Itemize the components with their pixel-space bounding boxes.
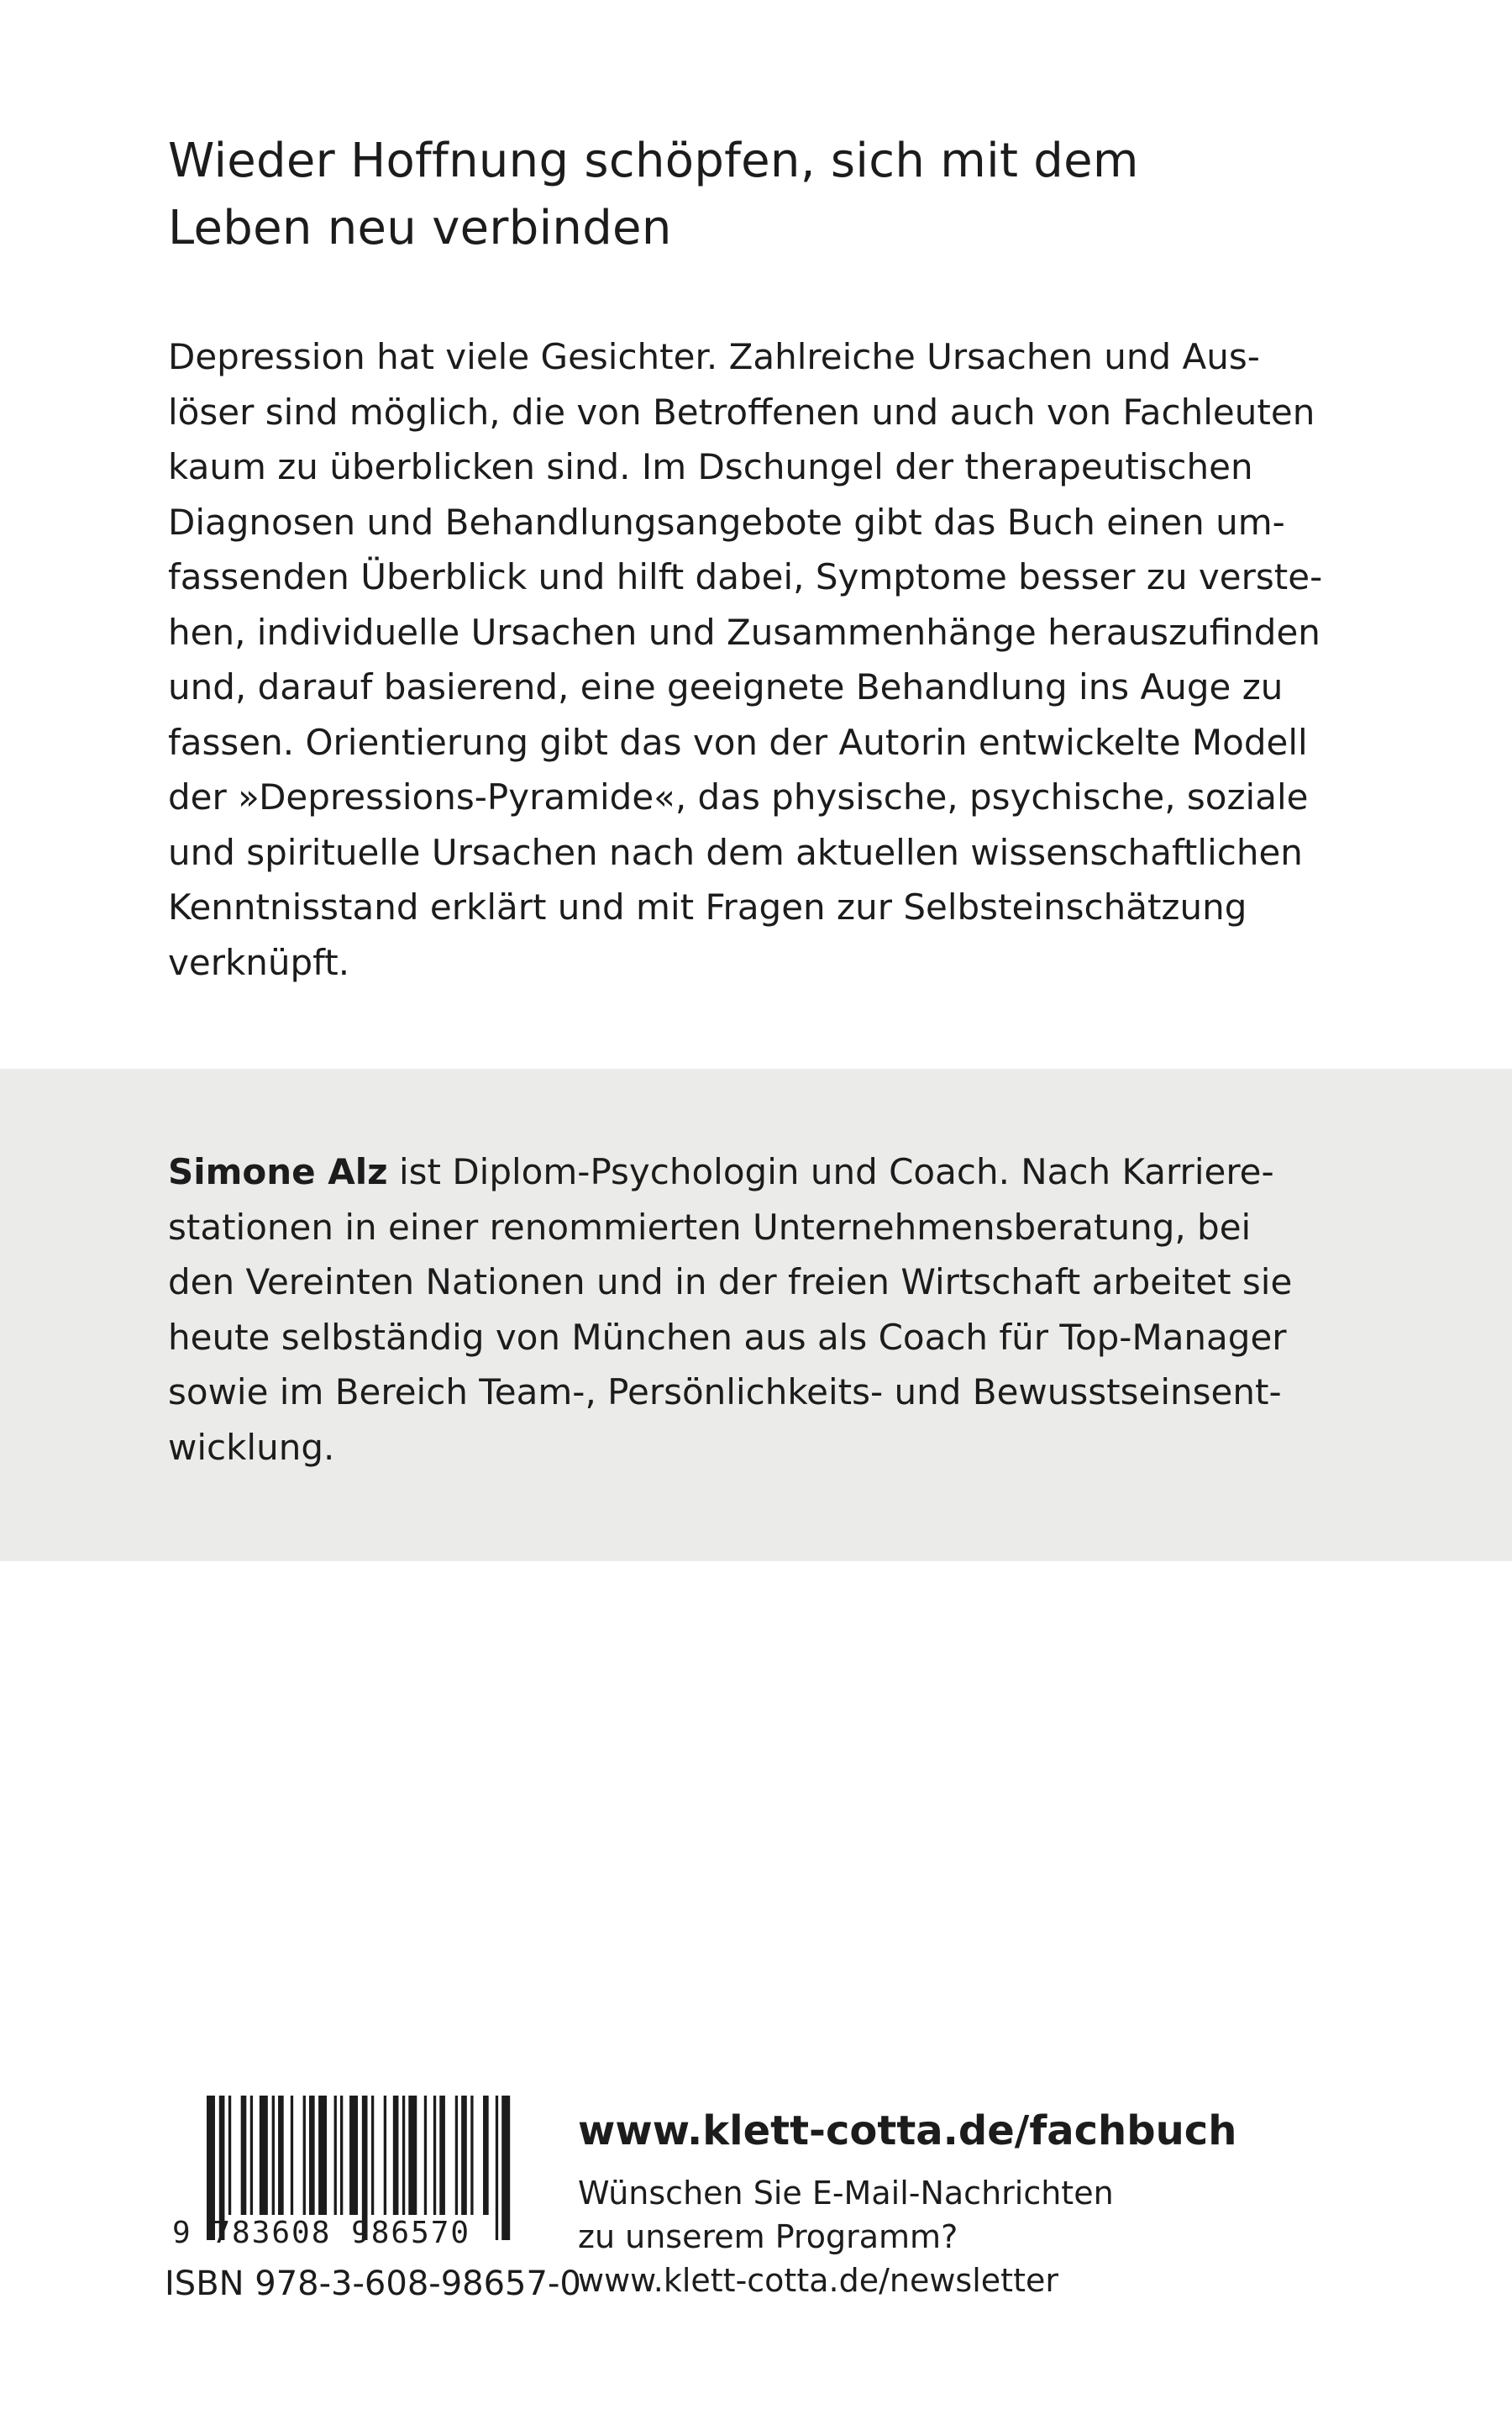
barcode-bar — [334, 2096, 337, 2215]
barcode-bar — [241, 2096, 247, 2215]
author-name: Simone Alz — [168, 1151, 388, 1192]
barcode-bar — [439, 2096, 445, 2215]
barcode-bar — [291, 2096, 293, 2215]
author-bio-text: ist Diplom-Psychologin und Coach. Nach Karriere- — [387, 1151, 1274, 1192]
description-line: verknüpft. — [168, 941, 350, 983]
barcode-bar — [384, 2096, 386, 2215]
description-line: der »Depressions-Pyramide«, das physische, psychische, soziale — [168, 776, 1309, 818]
barcode-bar — [309, 2096, 315, 2215]
description-line: fassenden Überblick und hilft dabei, Symptome besser zu verste- — [168, 556, 1323, 597]
barcode-bar — [278, 2096, 284, 2215]
book-description — [168, 329, 1411, 990]
newsletter-info — [578, 2171, 1114, 2302]
author-bio-line: den Vereinten Nationen und in der freien Wirtschaft arbeitet sie — [168, 1261, 1293, 1302]
author-bio-line: heute selbständig von München aus als Coach für Top-Manager — [168, 1316, 1287, 1358]
barcode-bar — [260, 2096, 268, 2215]
barcode-bar — [340, 2096, 343, 2215]
headline-line: Wieder Hoffnung schöpfen, sich mit dem — [168, 134, 1139, 188]
isbn: ISBN 978-3-608-98657-0 — [165, 2264, 581, 2303]
newsletter-line: zu unserem Programm? — [578, 2218, 958, 2255]
barcode-bar — [408, 2096, 417, 2215]
description-line: Depression hat viele Gesichter. Zahlreiche Ursachen und Aus- — [168, 336, 1260, 377]
barcode-bar — [461, 2096, 467, 2215]
headline — [168, 128, 1361, 262]
barcode-bar — [424, 2096, 427, 2215]
barcode-bar — [470, 2096, 473, 2215]
author-bio-line — [168, 1144, 1411, 1200]
barcode-digits: 9 783608 986570 — [172, 2216, 471, 2250]
description-line: und, darauf basierend, eine geeignete Behandlung ins Auge zu — [168, 666, 1284, 707]
description-line: Diagnosen und Behandlungsangebote gibt das Buch einen um- — [168, 501, 1285, 543]
description-line: löser sind möglich, die von Betroffenen und auch von Fachleuten — [168, 391, 1315, 433]
barcode-bar — [371, 2096, 374, 2215]
description-line: hen, individuelle Ursachen und Zusammenhänge herauszufinden — [168, 611, 1320, 653]
barcode-bar — [393, 2096, 399, 2215]
newsletter-line: Wünschen Sie E-Mail-Nachrichten — [578, 2175, 1114, 2212]
description-line: Kenntnisstand erklärt und mit Fragen zur Selbsteinschätzung — [168, 886, 1247, 928]
barcode-bar — [250, 2096, 253, 2215]
description-line: und spirituelle Ursachen nach dem aktuellen wissenschaftlichen — [168, 831, 1303, 873]
headline-line: Leben neu verbinden — [168, 201, 672, 255]
author-bio — [168, 1144, 1411, 1475]
newsletter-link[interactable]: www.klett-cotta.de/newsletter — [578, 2262, 1058, 2299]
barcode-bar — [483, 2096, 489, 2215]
description-line: fassen. Orientierung gibt das von der Autorin entwickelte Modell — [168, 721, 1308, 763]
barcode-bar — [349, 2096, 358, 2215]
description-line: kaum zu überblicken sind. Im Dschungel der therapeutischen — [168, 446, 1253, 487]
barcode-bar — [272, 2096, 275, 2215]
barcode-bar — [433, 2096, 436, 2215]
author-bio-line: stationen in einer renommierten Unternehmensberatung, bei — [168, 1206, 1252, 1248]
barcode-bar — [318, 2096, 327, 2215]
publisher-url[interactable]: www.klett-cotta.de/fachbuch — [578, 2107, 1237, 2154]
author-bio-line: sowie im Bereich Team-, Persönlichkeits- und Bewusstseinsent- — [168, 1371, 1282, 1412]
author-bio-line: wicklung. — [168, 1426, 335, 1468]
barcode-bar — [402, 2096, 405, 2215]
barcode-bar — [455, 2096, 458, 2215]
barcode-bar — [303, 2096, 306, 2215]
barcode-bar — [228, 2096, 231, 2215]
